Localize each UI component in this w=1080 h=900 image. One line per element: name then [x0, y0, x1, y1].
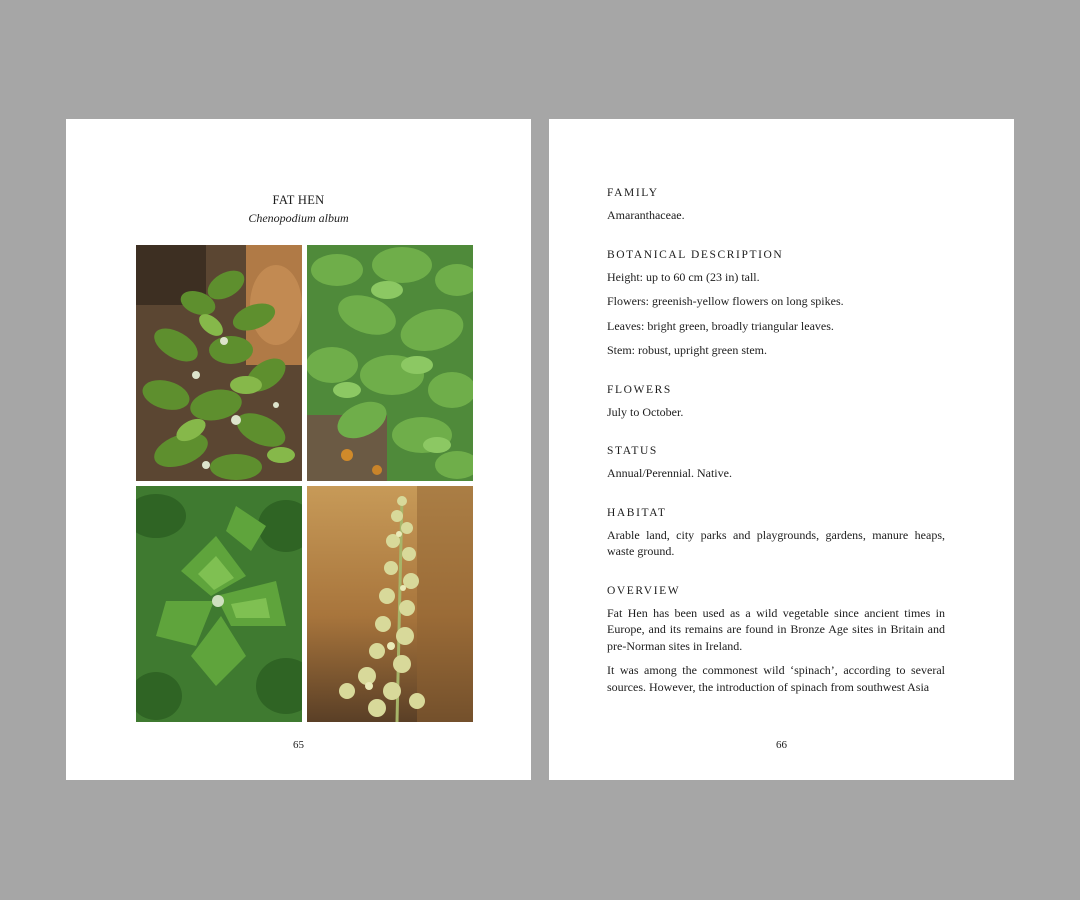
page-number-right: 66: [776, 739, 787, 751]
section-family: [607, 187, 945, 224]
section-paragraph: Amaranthaceae.: [607, 208, 685, 222]
section-heading: FLOWERS: [607, 383, 672, 396]
page-number-left: 65: [293, 739, 304, 751]
section-paragraph: Height: up to 60 cm (23 in) tall.: [607, 269, 760, 284]
section-paragraph: Stem: robust, upright green stem.: [607, 343, 767, 357]
plant-title: FAT HEN: [272, 193, 325, 207]
section-heading: BOTANICAL DESCRIPTION: [607, 248, 784, 261]
section-paragraph: Arable land, city parks and playgrounds, gardens, manure heaps, waste ground.: [607, 527, 945, 558]
plant-profile-content: [607, 187, 945, 703]
section-habitat: [607, 507, 945, 560]
section-paragraph: Flowers: greenish-yellow flowers on long spikes.: [607, 294, 844, 308]
section-heading: HABITAT: [607, 506, 667, 519]
section-paragraph: July to October.: [607, 404, 684, 419]
section-botanical-description: [607, 249, 945, 359]
photo-flower-spike: [307, 486, 473, 722]
section-overview: [607, 585, 945, 696]
section-heading: OVERVIEW: [607, 584, 681, 597]
section-flowers: [607, 384, 945, 421]
right-page: [549, 119, 1014, 780]
section-paragraph: Fat Hen has been used as a wild vegetable since ancient times in Europe, and its remains are found in Bronze Age sites in Britain and pre-Norman sites in Ireland.: [607, 605, 945, 653]
photo-plant-clump: [307, 245, 473, 481]
photo-leaf-closeup: [136, 486, 302, 722]
left-page: [66, 119, 531, 780]
section-status: [607, 445, 945, 482]
section-paragraph: It was among the commonest wild ‘spinach’, according to several sources. However, the introduction of spinach from southwest Asia: [607, 663, 945, 694]
section-paragraph: Leaves: bright green, broadly triangular leaves.: [607, 318, 834, 333]
plant-latin-name: Chenopodium album: [248, 211, 349, 225]
section-heading: STATUS: [607, 445, 658, 457]
photo-young-plant-shoots: [136, 245, 302, 481]
section-paragraph: Annual/Perennial. Native.: [607, 466, 732, 480]
section-heading: FAMILY: [607, 187, 659, 199]
